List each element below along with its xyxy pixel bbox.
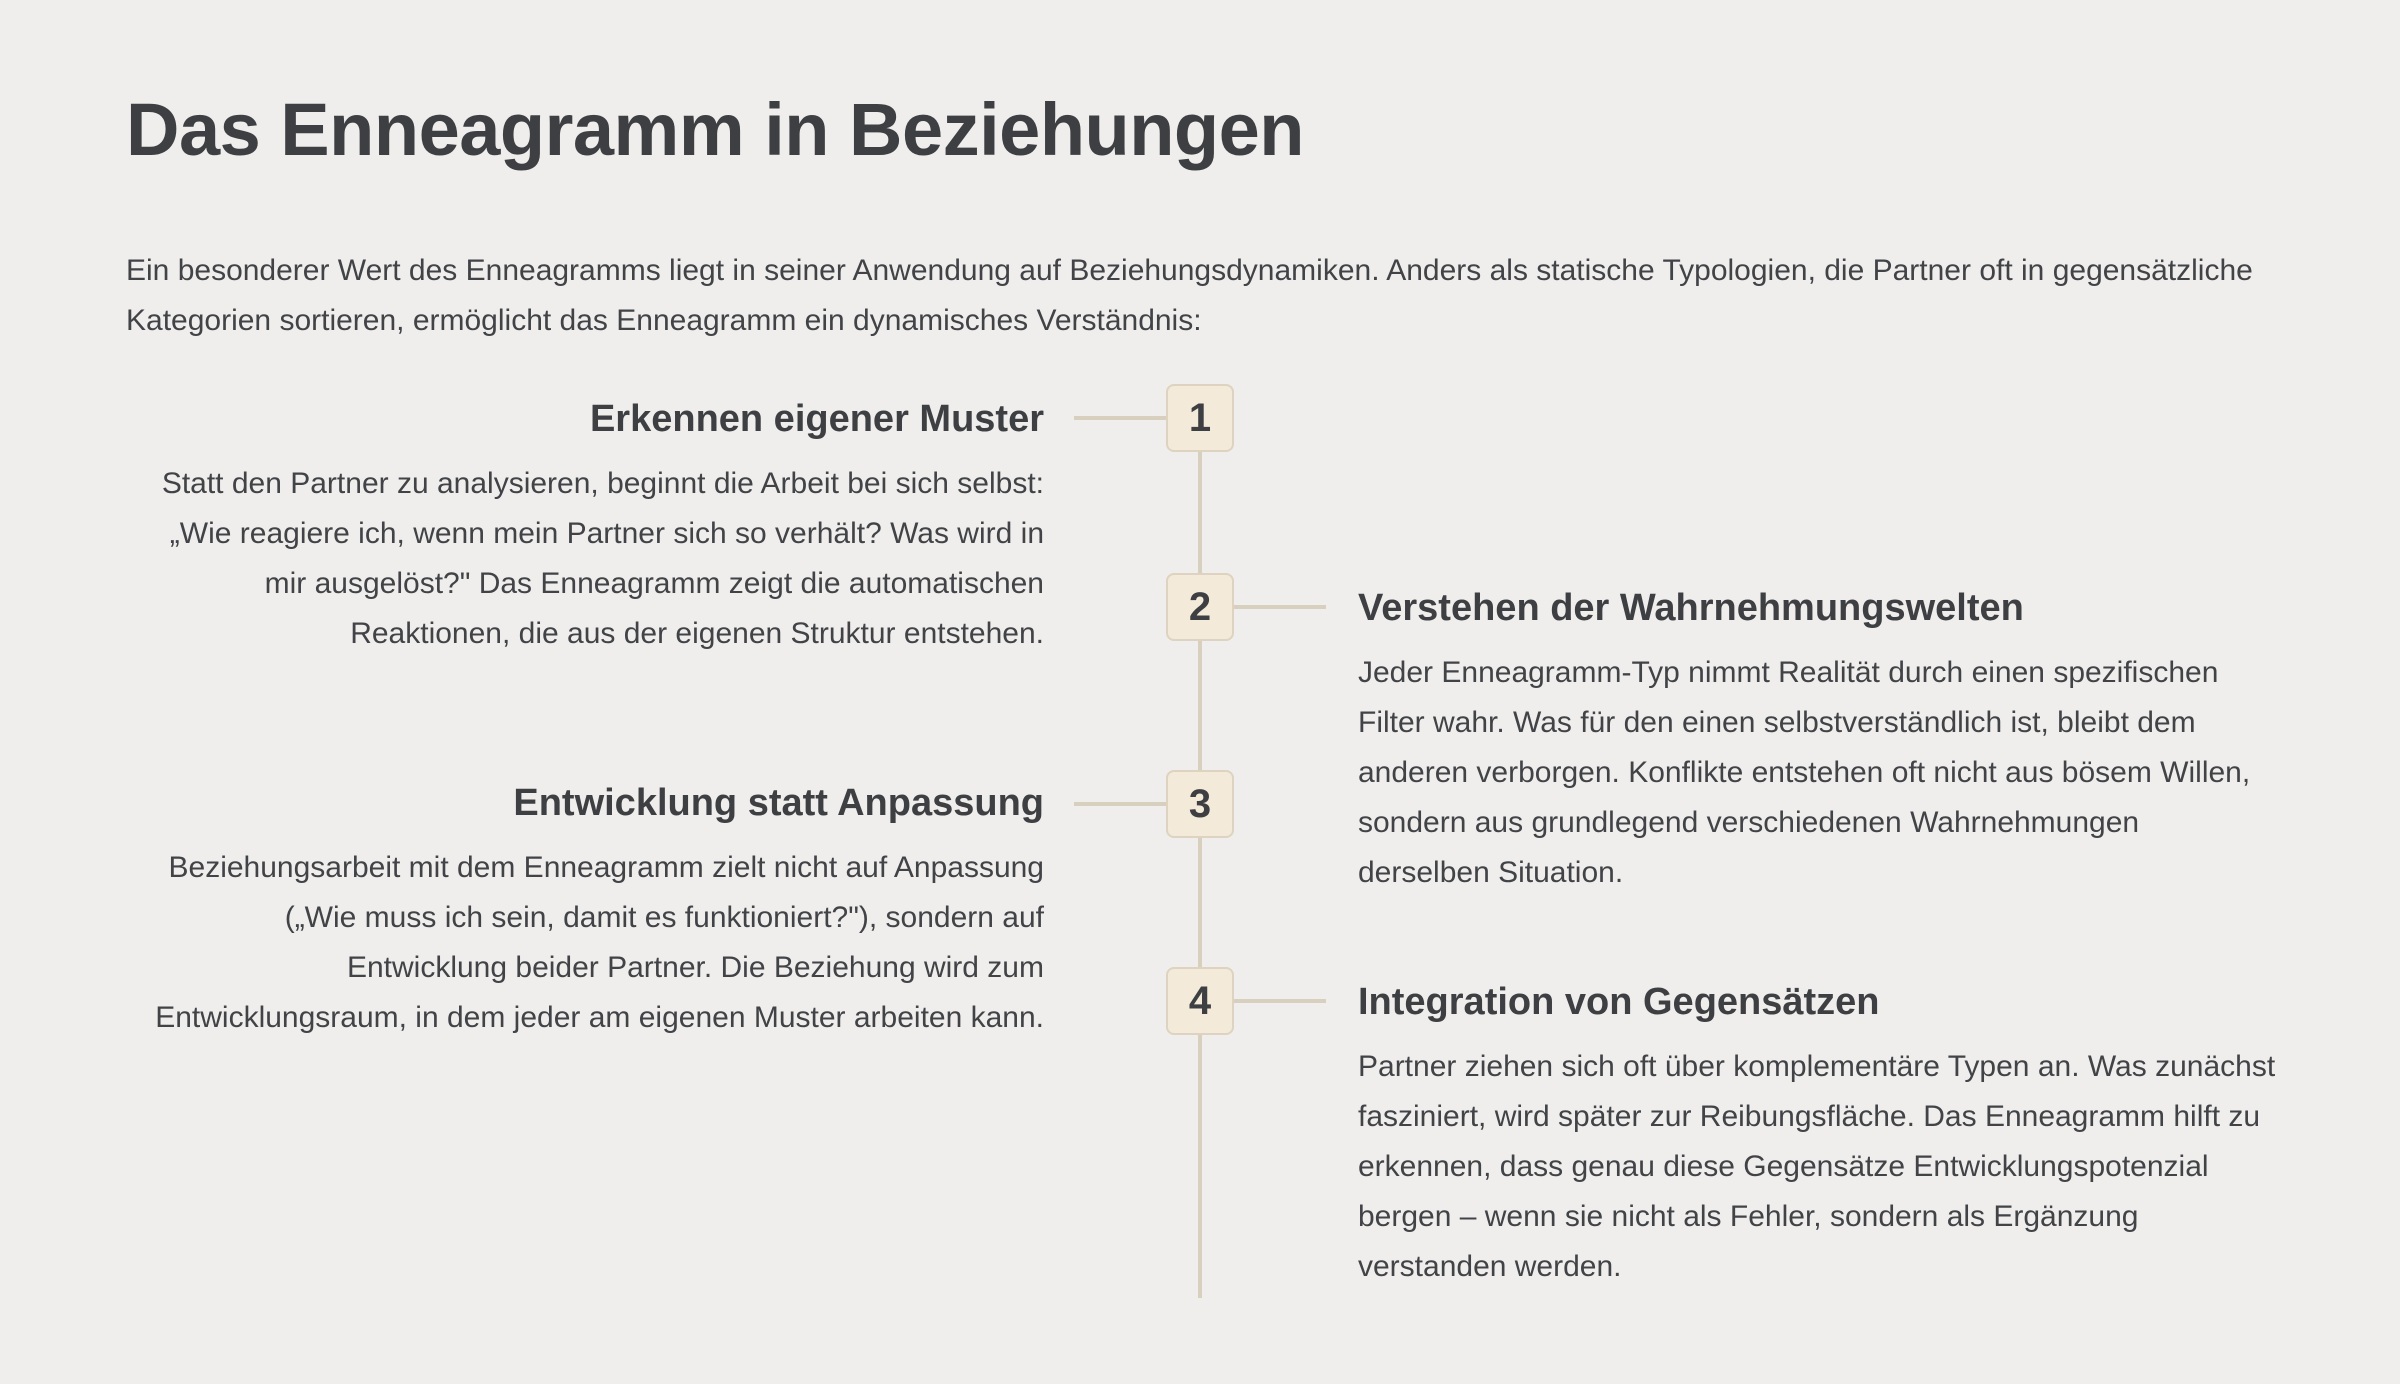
- timeline-connector-2: [1232, 605, 1326, 609]
- step-text-3: Beziehungsarbeit mit dem Enneagramm zielt nicht auf Anpassung („Wie muss ich sein, damit es funktioniert?"), sondern auf Entwicklung beider Partner. Die Beziehung wird zum Entwicklungsraum, in dem jeder am eigenen Muster arbeiten kann.: [155, 851, 1044, 1034]
- step-number-badge-1: 1: [1166, 384, 1234, 452]
- step-heading-1: Erkennen eigener Muster: [589, 398, 1044, 440]
- timeline-connector-3: [1074, 802, 1168, 806]
- timeline-connector-4: [1232, 999, 1326, 1003]
- step-number-badge-2: 2: [1166, 573, 1234, 641]
- step-text-4: Partner ziehen sich oft über komplementäre Typen an. Was zunächst fasziniert, wird später zur Reibungsfläche. Das Enneagramm hilft zu erkennen, dass genau diese Gegensätze Entwicklungspotenzial bergen – wenn sie nicht als Fehler, sondern als Ergänzung verstanden werden.: [1358, 1050, 2276, 1283]
- step-number-badge-3: 3: [1166, 770, 1234, 838]
- timeline-entry-1: [126, 393, 1044, 659]
- timeline-axis: [1198, 410, 1202, 1298]
- step-heading-3: Entwicklung statt Anpassung: [513, 782, 1044, 824]
- timeline-entry-4: [1358, 976, 2278, 1292]
- timeline-entry-3: [126, 777, 1044, 1043]
- step-number-badge-4: 4: [1166, 967, 1234, 1035]
- step-text-2: Jeder Enneagramm-Typ nimmt Realität durch einen spezifischen Filter wahr. Was für den einen selbstverständlich ist, bleibt dem anderen verborgen. Konflikte entstehen oft nicht aus bösem Willen, sondern aus grundlegend verschiedenen Wahrnehmungen derselben Situation.: [1358, 656, 2251, 889]
- page-title: Das Enneagramm in Beziehungen: [126, 88, 1304, 171]
- timeline-connector-1: [1074, 416, 1168, 420]
- step-heading-2: Verstehen der Wahrnehmungswelten: [1358, 587, 2024, 629]
- step-heading-4: Integration von Gegensätzen: [1358, 981, 1880, 1023]
- intro-paragraph: Ein besonderer Wert des Enneagramms liegt in seiner Anwendung auf Beziehungsdynamiken. Anders als statische Typologien, die Partner oft in gegensätzliche Kategorien sortieren, ermöglicht das Enneagramm ein dynamisches Verständnis:: [126, 254, 2253, 337]
- step-text-1: Statt den Partner zu analysieren, beginnt die Arbeit bei sich selbst: „Wie reagiere ich, wenn mein Partner sich so verhält? Was wird in mir ausgelöst?" Das Enneagramm zeigt die automatischen Reaktionen, die aus der eigenen Struktur entstehen.: [161, 467, 1044, 650]
- timeline-entry-2: [1358, 582, 2278, 898]
